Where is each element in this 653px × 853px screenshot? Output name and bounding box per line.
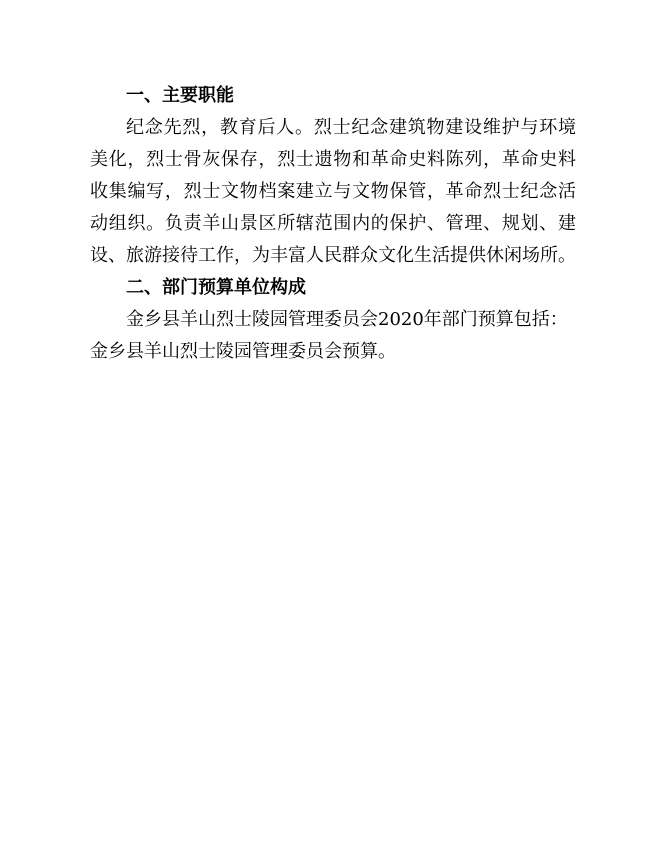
paragraph-main-functions: [90, 112, 576, 272]
paragraph-budget-units: [90, 304, 576, 368]
text-line: 金乡县羊山烈士陵园管理委员会预算。: [90, 341, 396, 362]
text-line: 美化，烈士骨灰保存，烈士遗物和革命史料陈列，革命史料: [90, 149, 576, 170]
text-line: 纪念先烈，教育后人。烈士纪念建筑物建设维护与环境: [126, 117, 576, 138]
text-line: 设、旅游接待工作，为丰富人民群众文化生活提供休闲场所。: [90, 245, 576, 266]
text-line: 收集编写，烈士文物档案建立与文物保管，革命烈士纪念活: [90, 181, 576, 202]
section-heading-main-functions: 一、主要职能: [126, 85, 234, 106]
document-body: [90, 80, 576, 368]
text-line: 金乡县羊山烈士陵园管理委员会2020年部门预算包括：: [126, 309, 568, 330]
section-heading-budget-units: 二、部门预算单位构成: [126, 277, 306, 298]
text-line: 动组织。负责羊山景区所辖范围内的保护、管理、规划、建: [90, 213, 576, 234]
